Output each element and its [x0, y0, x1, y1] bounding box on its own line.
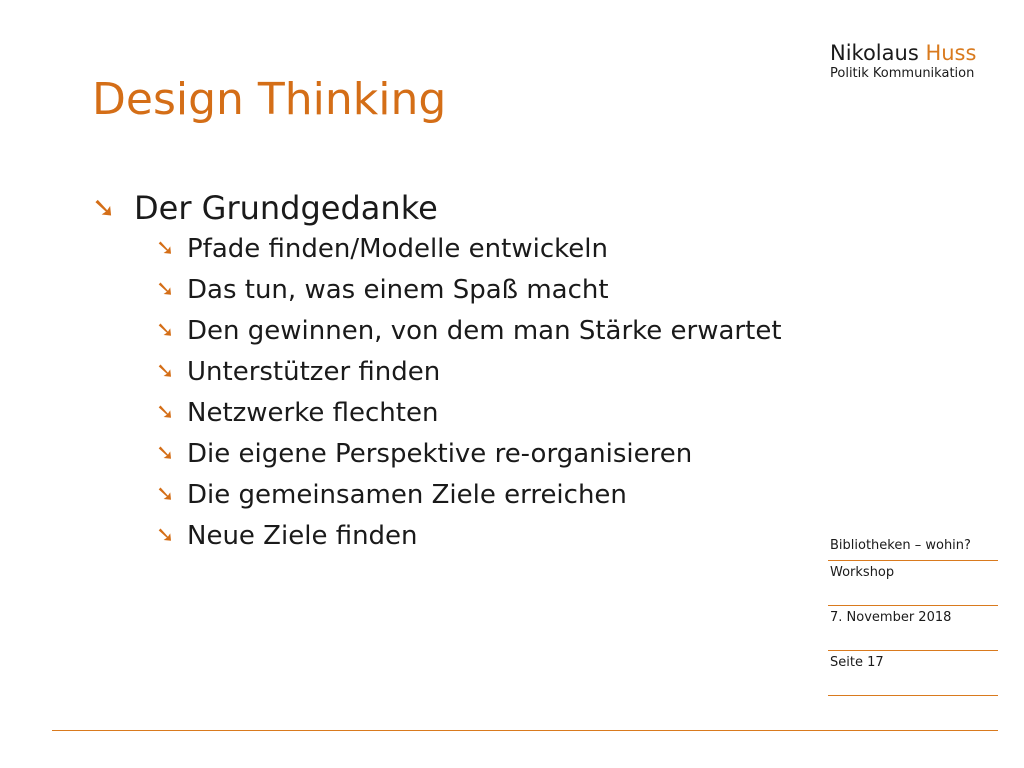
info-event [828, 561, 998, 606]
list-item [156, 355, 792, 389]
list-item-text: Den gewinnen, von dem man Stärke erwartet [187, 316, 782, 346]
list-item [156, 314, 792, 348]
list-item-text: Die gemeinsamen Ziele erreichen [187, 480, 627, 510]
main-bullet [92, 188, 792, 228]
info-date [828, 606, 998, 651]
brand-block [830, 40, 1010, 82]
slide-content [92, 188, 792, 560]
list-item [156, 232, 792, 266]
arrow-down-right-icon: ➘ [156, 277, 175, 302]
info-topic [828, 534, 998, 561]
arrow-down-right-icon: ➘ [156, 359, 175, 384]
list-item-text: Unterstützer finden [187, 357, 441, 387]
arrow-down-right-icon: ➘ [156, 523, 175, 548]
list-item-text: Die eigene Perspektive re-organisieren [187, 439, 693, 469]
list-item-text: Netzwerke flechten [187, 398, 439, 428]
info-topic-text: Bibliotheken – wohin? [830, 538, 971, 553]
slide-title: Design Thinking [92, 74, 447, 125]
footer-divider [52, 730, 998, 731]
list-item [156, 273, 792, 307]
list-item [156, 478, 792, 512]
info-page-text: Seite 17 [830, 655, 884, 670]
list-item [156, 519, 792, 553]
arrow-down-right-icon: ➘ [156, 482, 175, 507]
arrow-down-right-icon: ➘ [156, 441, 175, 466]
list-item-text: Pfade finden/Modelle entwickeln [187, 234, 608, 264]
list-item [156, 437, 792, 471]
info-page [828, 651, 998, 696]
list-item-text: Das tun, was einem Spaß macht [187, 275, 609, 305]
arrow-down-right-icon: ➘ [92, 191, 116, 224]
arrow-down-right-icon: ➘ [156, 400, 175, 425]
info-event-text: Workshop [830, 565, 895, 580]
info-panel [828, 534, 998, 696]
list-item [156, 396, 792, 430]
brand-last-name: Huss [925, 41, 977, 65]
sub-bullet-list [92, 232, 792, 553]
arrow-down-right-icon: ➘ [156, 318, 175, 343]
main-bullet-text: Der Grundgedanke [134, 189, 438, 227]
info-date-text: 7. November 2018 [830, 610, 952, 625]
list-item-text: Neue Ziele finden [187, 521, 418, 551]
brand-first-name: Nikolaus [830, 41, 919, 65]
brand-name [830, 40, 1010, 66]
brand-subtitle: Politik Kommunikation [830, 66, 975, 81]
arrow-down-right-icon: ➘ [156, 236, 175, 261]
